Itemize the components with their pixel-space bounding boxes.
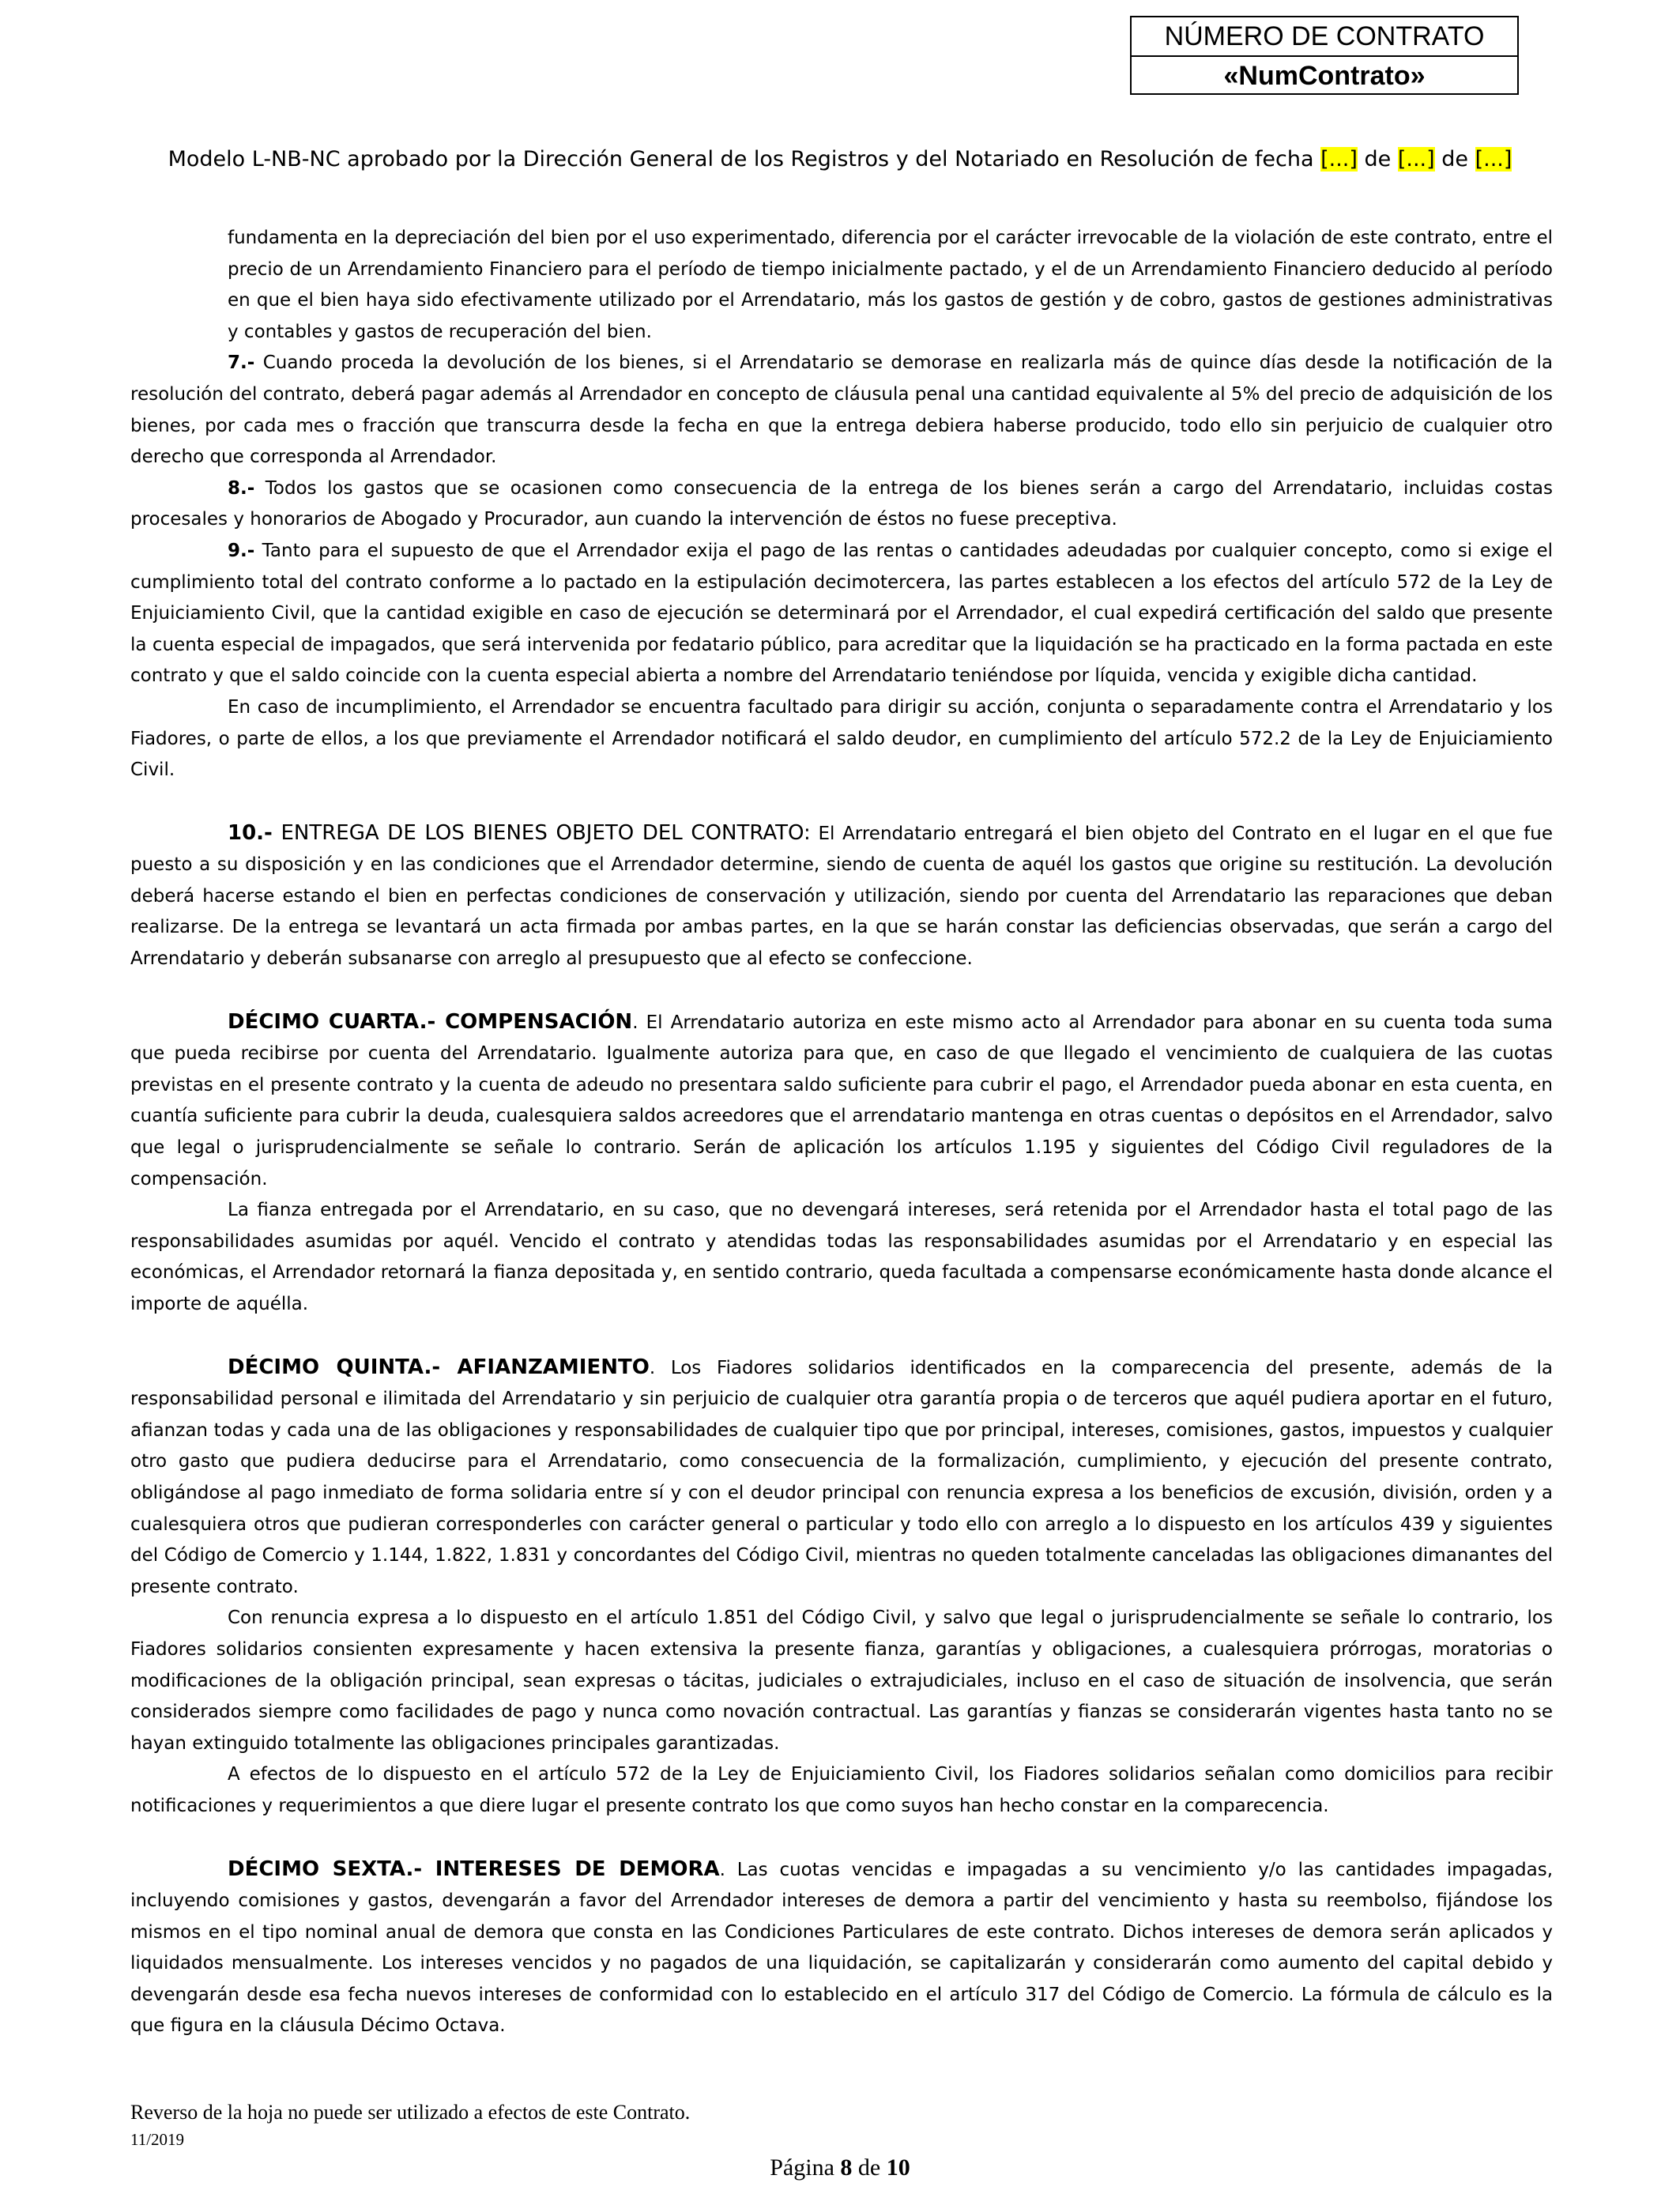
clause-7-text: Cuando proceda la devolución de los bienes, si el Arrendatario se demorase en realizarla más de quince días desde la notificación de la resolución del contrato, deberá pagar además al Arrendador en concepto de cláusula penal una cantidad equivalente al 5% del precio de adquisición de los bienes, por cada mes o fracción que transcurra desde la fecha en que la entrega debiera haberse producido, todo ello sin perjuicio de cualquier otro derecho que corresponda al Arrendador. (130, 352, 1553, 468)
clause-16 (130, 1854, 1553, 2043)
clause-15-text: . Los Fiadores solidarios identificados en la comparecencia del presente, además de la responsabilidad personal e ilimitada del Arrendatario y sin perjuicio de cualquier otra garantía propia o de terceros que aquél pudiera aportar en el futuro, afianzan todas y cada una de las obligaciones y responsabilidades de cualquier tipo que por principal, intereses, comisiones, gastos, impuestos y cualquier otro gasto que pudiera deducirse para el Arrendatario, como consecuencia de la formalización, cumplimiento, y ejecución del presente contrato, obligándose al pago inmediato de forma solidaria entre sí y con el deudor principal con renuncia expresa a los beneficios de excusión, división, orden y a cualesquiera otros que pudieran corresponderles con carácter general o particular y todo ello con arreglo a lo dispuesto en los artículos 439 y siguientes del Código de Comercio y 1.144, 1.822, 1.831 y concordantes del Código Civil, mientras no queden totalmente canceladas las obligaciones dimanantes del presente contrato. (130, 1357, 1553, 1597)
contract-number-value: «NumContrato» (1223, 61, 1426, 91)
clause-9 (130, 536, 1553, 692)
clause-10-heading: ENTREGA DE LOS BIENES OBJETO DEL CONTRATO: (272, 820, 811, 845)
clause-15-heading: DÉCIMO QUINTA.- AFIANZAMIENTO (228, 1355, 650, 1379)
clause-14 (130, 1007, 1553, 1196)
footer-note: Reverso de la hoja no puede ser utilizado a efectos de este Contrato. (130, 2101, 691, 2124)
clause-10 (130, 818, 1553, 975)
clause-14-heading: DÉCIMO CUARTA.- COMPENSACIÓN (228, 1009, 633, 1034)
clause-15-paragraph-2: Con renuncia expresa a lo dispuesto en el artículo 1.851 del Código Civil, y salvo que legal o jurisprudencialmente se señale lo contrario, los Fiadores solidarios consienten expresamente y hacen extensiva la presente fianza, garantías y obligaciones, a cualesquiera prórrogas, moratorias o modificaciones de la obligación principal, sean expresas o tácitas, judiciales o extrajudiciales, incluso en el caso de situación de insolvencia, que serán considerados siempre como facilidades de pago y nunca como novación contractual. Las garantías y fianzas se considerarán vigentes hasta tanto no se hayan extinguido totalmente las obligaciones principales garantizadas. (130, 1608, 1553, 1754)
contract-number-title: NÚMERO DE CONTRATO (1132, 17, 1517, 57)
separator: de (1434, 147, 1475, 172)
model-text: Modelo L-NB-NC aprobado por la Dirección General de los Registros y del Notariado en Resolución de fecha (168, 147, 1321, 172)
page-number (0, 2154, 1680, 2181)
paragraph-continuation: fundamenta en la depreciación del bien por el uso experimentado, diferencia por el carácter irrevocable de la violación de este contrato, entre el precio de un Arrendamiento Financiero para el período de tiempo inicialmente pactado, y el de un Arrendamiento Financiero deducido al período en que el bien haya sido efectivamente utilizado por el Arrendatario, más los gastos de gestión y de cobro, gastos de gestiones administrativas y contables y gastos de recuperación del bien. (228, 228, 1553, 342)
contract-body (130, 223, 1553, 2042)
clause-14-text: . El Arrendatario autoriza en este mismo acto al Arrendador para abonar en su cuenta toda suma que pueda recibirse por cuenta del Arrendatario. Igualmente autoriza para que, en caso de que llegado el vencimiento de cualquiera de las cuotas previstas en el presente contrato y la cuenta de adeudo no presentara saldo suficiente para cubrir el pago, el Arrendador pueda abonar en esta cuenta, en cuantía suficiente para cubrir la deuda, cualesquiera saldos acreedores que el arrendatario mantenga en otras cuentas o depósitos en el Arrendador, salvo que legal o jurisprudencialmente se señale lo contrario. Serán de aplicación los artículos 1.195 y siguientes del Código Civil reguladores de la compensación. (130, 1012, 1553, 1189)
clause-7-number: 7.- (228, 352, 255, 374)
clause-9-paragraph-2: En caso de incumplimiento, el Arrendador se encuentra facultado para dirigir su acción, conjunta o separadamente contra el Arrendatario y los Fiadores, o parte de ellos, a los que previamente el Arrendador notificará el saldo deudor, en cumplimiento del artículo 572.2 de la Ley de Enjuiciamiento Civil. (130, 696, 1553, 781)
separator: de (1357, 147, 1398, 172)
clause-15 (130, 1352, 1553, 1604)
clause-7 (130, 348, 1553, 473)
date-placeholder-month: [...] (1397, 147, 1435, 172)
clause-8-text: Todos los gastos que se ocasionen como consecuencia de la entrega de los bienes serán a cargo del Arrendatario, incluidas costas procesales y honorarios de Abogado y Procurador, aun cuando la intervención de éstos no fuese preceptiva. (130, 477, 1553, 530)
date-placeholder-year: [...] (1475, 147, 1512, 172)
clause-9-number: 9.- (228, 540, 255, 561)
clause-14-paragraph-2: La fianza entregada por el Arrendatario, en su caso, que no devengará intereses, será retenida por el Arrendador hasta el total pago de las responsabilidades asumidas por aquél. Vencido el contrato y atendidas todas las responsabilidades asumidas por el Arrendatario y en especial las económicas, el Arrendador retornará la fianza depositada y, en sentido contrario, queda facultada a compensarse económicamente hasta donde alcance el importe de aquélla. (130, 1200, 1553, 1314)
page-current: 8 (840, 2154, 853, 2181)
contract-number-box (1130, 16, 1519, 95)
clause-16-text: . Las cuotas vencidas e impagadas a su vencimiento y/o las cantidades impagadas, incluyendo comisiones y gastos, devengarán a favor del Arrendador intereses de demora a partir del vencimiento y hasta su reembolso, fijándose los mismos en el tipo nominal anual de demora que consta en las Condiciones Particulares de este contrato. Dichos intereses de demora serán aplicados y liquidados mensualmente. Los intereses vencidos y no pagados de una liquidación, se capitalizarán y considerarán como aumento del capital debido y devengarán desde esa fecha nuevos intereses de conformidad con lo establecido en el artículo 317 del Código de Comercio. La fórmula de cálculo es la que figura en la cláusula Décimo Octava. (130, 1859, 1554, 2037)
clause-15-paragraph-3: A efectos de lo dispuesto en el artículo 572 de la Ley de Enjuiciamiento Civil, los Fiadores solidarios señalan como domicilios para recibir notificaciones y requerimientos a que diere lugar el presente contrato los que como suyos han hecho constar en la comparecencia. (130, 1764, 1553, 1816)
model-approval-line (0, 147, 1680, 172)
page-total: 10 (886, 2154, 910, 2181)
clause-9-text: Tanto para el supuesto de que el Arrendador exija el pago de las rentas o cantidades adeudadas por cualquier concepto, como si exige el cumplimiento total del contrato conforme a lo pactado en la estipulación decimotercera, las partes establecen a los efectos del artículo 572 de la Ley de Enjuiciamiento Civil, que la cantidad exigible en caso de ejecución se determinará por el Arrendador, el cual expedirá certificación del saldo que presente la cuenta especial de impagados, que será intervenida por fedatario público, para acreditar que la liquidación se ha practicado en la forma pactada en este contrato y que el saldo coincide con la cuenta especial abierta a nombre del Arrendatario teniéndose por líquida, vencida y exigible dicha cantidad. (130, 540, 1553, 687)
clause-10-number: 10.- (228, 820, 273, 845)
page-label: Página (770, 2154, 841, 2181)
clause-8-number: 8.- (228, 477, 255, 499)
clause-16-heading: DÉCIMO SEXTA.- INTERESES DE DEMORA (228, 1857, 720, 1881)
clause-8 (130, 473, 1553, 536)
date-placeholder-day: [...] (1320, 147, 1358, 172)
clause-10-text: El Arrendatario entregará el bien objeto del Contrato en el lugar en el que fue puesto a su disposición y en las condiciones que el Arrendador determine, siendo de cuenta de aquél los gastos que origine su restitución. La devolución deberá hacerse estando el bien en perfectas condiciones de conservación y utilización, siendo por cuenta del Arrendatario las reparaciones que deban realizarse. De la entrega se levantará un acta firmada por ambas partes, en la que se harán constar las deficiencias observadas, que serán a cargo del Arrendatario y deberán subsanarse con arreglo al presupuesto que al efecto se confeccione. (130, 823, 1553, 970)
footer-date: 11/2019 (130, 2130, 185, 2149)
page-of: de (852, 2154, 887, 2181)
